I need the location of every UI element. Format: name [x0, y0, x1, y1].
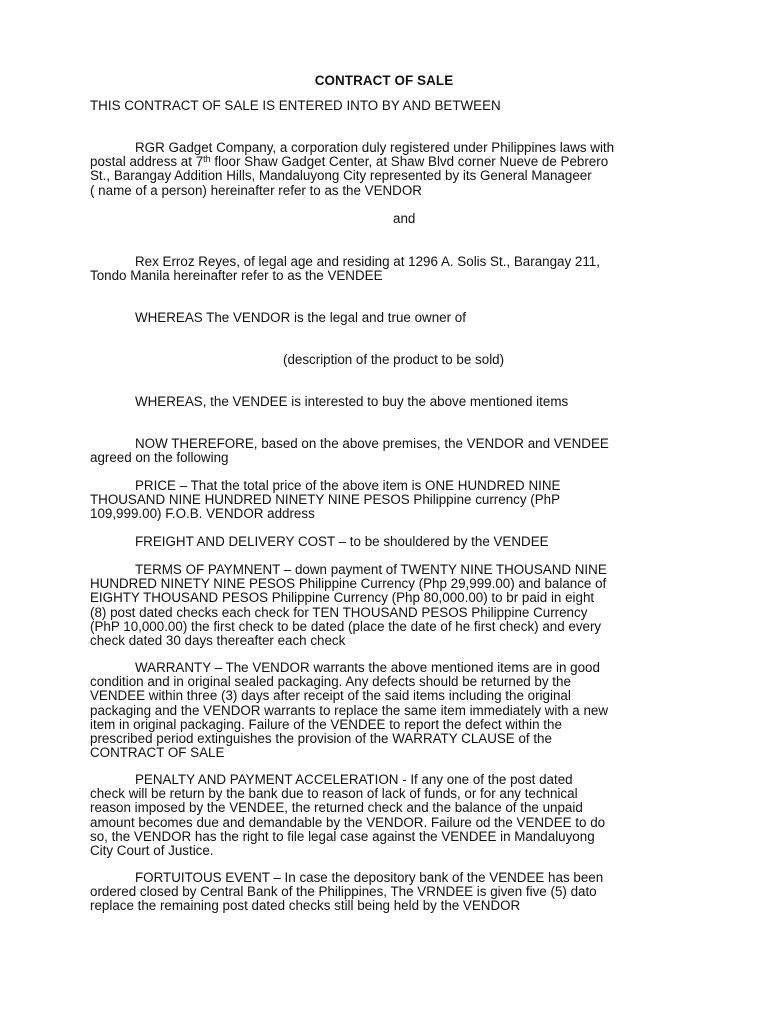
price-clause — [90, 479, 680, 522]
penalty-line: PENALTY AND PAYMENT ACCELERATION - If any one of the post dated — [135, 772, 573, 787]
superscript: th — [203, 154, 211, 165]
penalty-line: so, the VENDOR has the right to file legal case against the VENDEE in Mandaluyong — [90, 828, 595, 844]
whereas-owner — [90, 311, 680, 325]
price-line: 109,999.00) F.O.B. VENDOR address — [90, 506, 315, 522]
whereas-line: WHEREAS The VENDOR is the legal and true owner of — [135, 310, 466, 325]
fortuitous-line: ordered closed by Central Bank of the Philippines, The VRNDEE is given five (5) dato — [90, 884, 597, 900]
warranty-line: CONTRACT OF SALE — [90, 745, 225, 761]
vendor-paragraph — [90, 141, 680, 198]
vendor-line-part: floor Shaw Gadget Center, at Shaw Blvd corner Nueve de Pebrero — [210, 154, 609, 170]
vendee-paragraph — [90, 255, 680, 283]
vendor-line-part: postal address at 7 — [90, 154, 204, 170]
fortuitous-line: replace the remaining post dated checks still being held by the VENDOR — [90, 898, 521, 914]
penalty-line: City Court of Justice. — [90, 843, 214, 859]
vendor-line: St., Barangay Addition Hills, Mandaluyong City represented by its General Manageer — [90, 168, 592, 184]
warranty-line: item in original packaging. Failure of the VENDEE to report the defect within the — [90, 716, 562, 732]
document-title: CONTRACT OF SALE — [314, 73, 454, 88]
terms-line: EIGHTY THOUSAND PESOS Philippine Currency (Php 80,000.00) to br paid in eight — [90, 590, 595, 606]
whereas-interest — [90, 395, 680, 409]
terms-line: (PhP 10,000.00) the first check to be dated (place the date of he first check) and every — [90, 618, 602, 634]
product-description: (description of the product to be sold) — [283, 352, 505, 367]
terms-line: TERMS OF PAYMNENT – down payment of TWENTY NINE THOUSAND NINE — [135, 562, 607, 577]
freight-line: FREIGHT AND DELIVERY COST – to be shouldered by the VENDEE — [135, 534, 549, 549]
fortuitous-line: FORTUITOUS EVENT – In case the depository bank of the VENDEE has been — [135, 870, 604, 885]
price-line: THOUSAND NINE HUNDRED NINETY NINE PESOS Philippine currency (PhP — [90, 492, 561, 508]
warranty-line: packaging and the VENDOR warrants to replace the same item immediately with a new — [90, 702, 609, 718]
warranty-line: VENDEE within three (3) days after receipt of the said items including the original — [90, 688, 571, 704]
vendor-line — [90, 155, 680, 169]
terms-clause — [90, 563, 680, 648]
terms-line: (8) post dated checks each check for TEN THOUSAND PESOS Philippine Currency — [90, 604, 588, 620]
vendor-line: ( name of a person) hereinafter refer to as the VENDOR — [90, 182, 422, 198]
now-therefore-paragraph — [90, 437, 680, 465]
warranty-line: prescribed period extinguishes the provision of the WARRATY CLAUSE of the — [90, 731, 552, 747]
now-therefore-line: agreed on the following — [90, 450, 229, 466]
penalty-line: amount becomes due and demandable by the VENDOR. Failure od the VENDEE to do — [90, 814, 606, 830]
vendor-line: RGR Gadget Company, a corporation duly registered under Philippines laws with — [135, 140, 615, 155]
vendee-line: Tondo Manila hereinafter refer to as the VENDEE — [90, 268, 383, 284]
warranty-line: WARRANTY – The VENDOR warrants the above mentioned items are in good — [135, 660, 600, 675]
and-separator: and — [393, 211, 416, 226]
fortuitous-clause — [90, 871, 680, 914]
warranty-line: condition and in original sealed packaging. Any defects should be returned by the — [90, 674, 571, 690]
whereas-line: WHEREAS, the VENDEE is interested to buy the above mentioned items — [135, 394, 569, 409]
penalty-line: reason imposed by the VENDEE, the returned check and the balance of the unpaid — [90, 800, 583, 816]
freight-clause — [90, 535, 680, 549]
vendee-line: Rex Erroz Reyes, of legal age and residing at 1296 A. Solis St., Barangay 211, — [135, 254, 600, 269]
penalty-clause — [90, 773, 680, 858]
penalty-line: check will be return by the bank due to reason of lack of funds, or for any technical — [90, 786, 578, 802]
now-therefore-line: NOW THEREFORE, based on the above premises, the VENDOR and VENDEE — [135, 436, 609, 451]
terms-line: HUNDRED NINETY NINE PESOS Philippine Currency (Php 29,999.00) and balance of — [90, 576, 607, 592]
intro-line: THIS CONTRACT OF SALE IS ENTERED INTO BY AND BETWEEN — [90, 98, 501, 113]
price-line: PRICE – That the total price of the above item is ONE HUNDRED NINE — [135, 478, 561, 493]
warranty-clause — [90, 661, 680, 760]
terms-line: check dated 30 days thereafter each check — [90, 633, 346, 649]
